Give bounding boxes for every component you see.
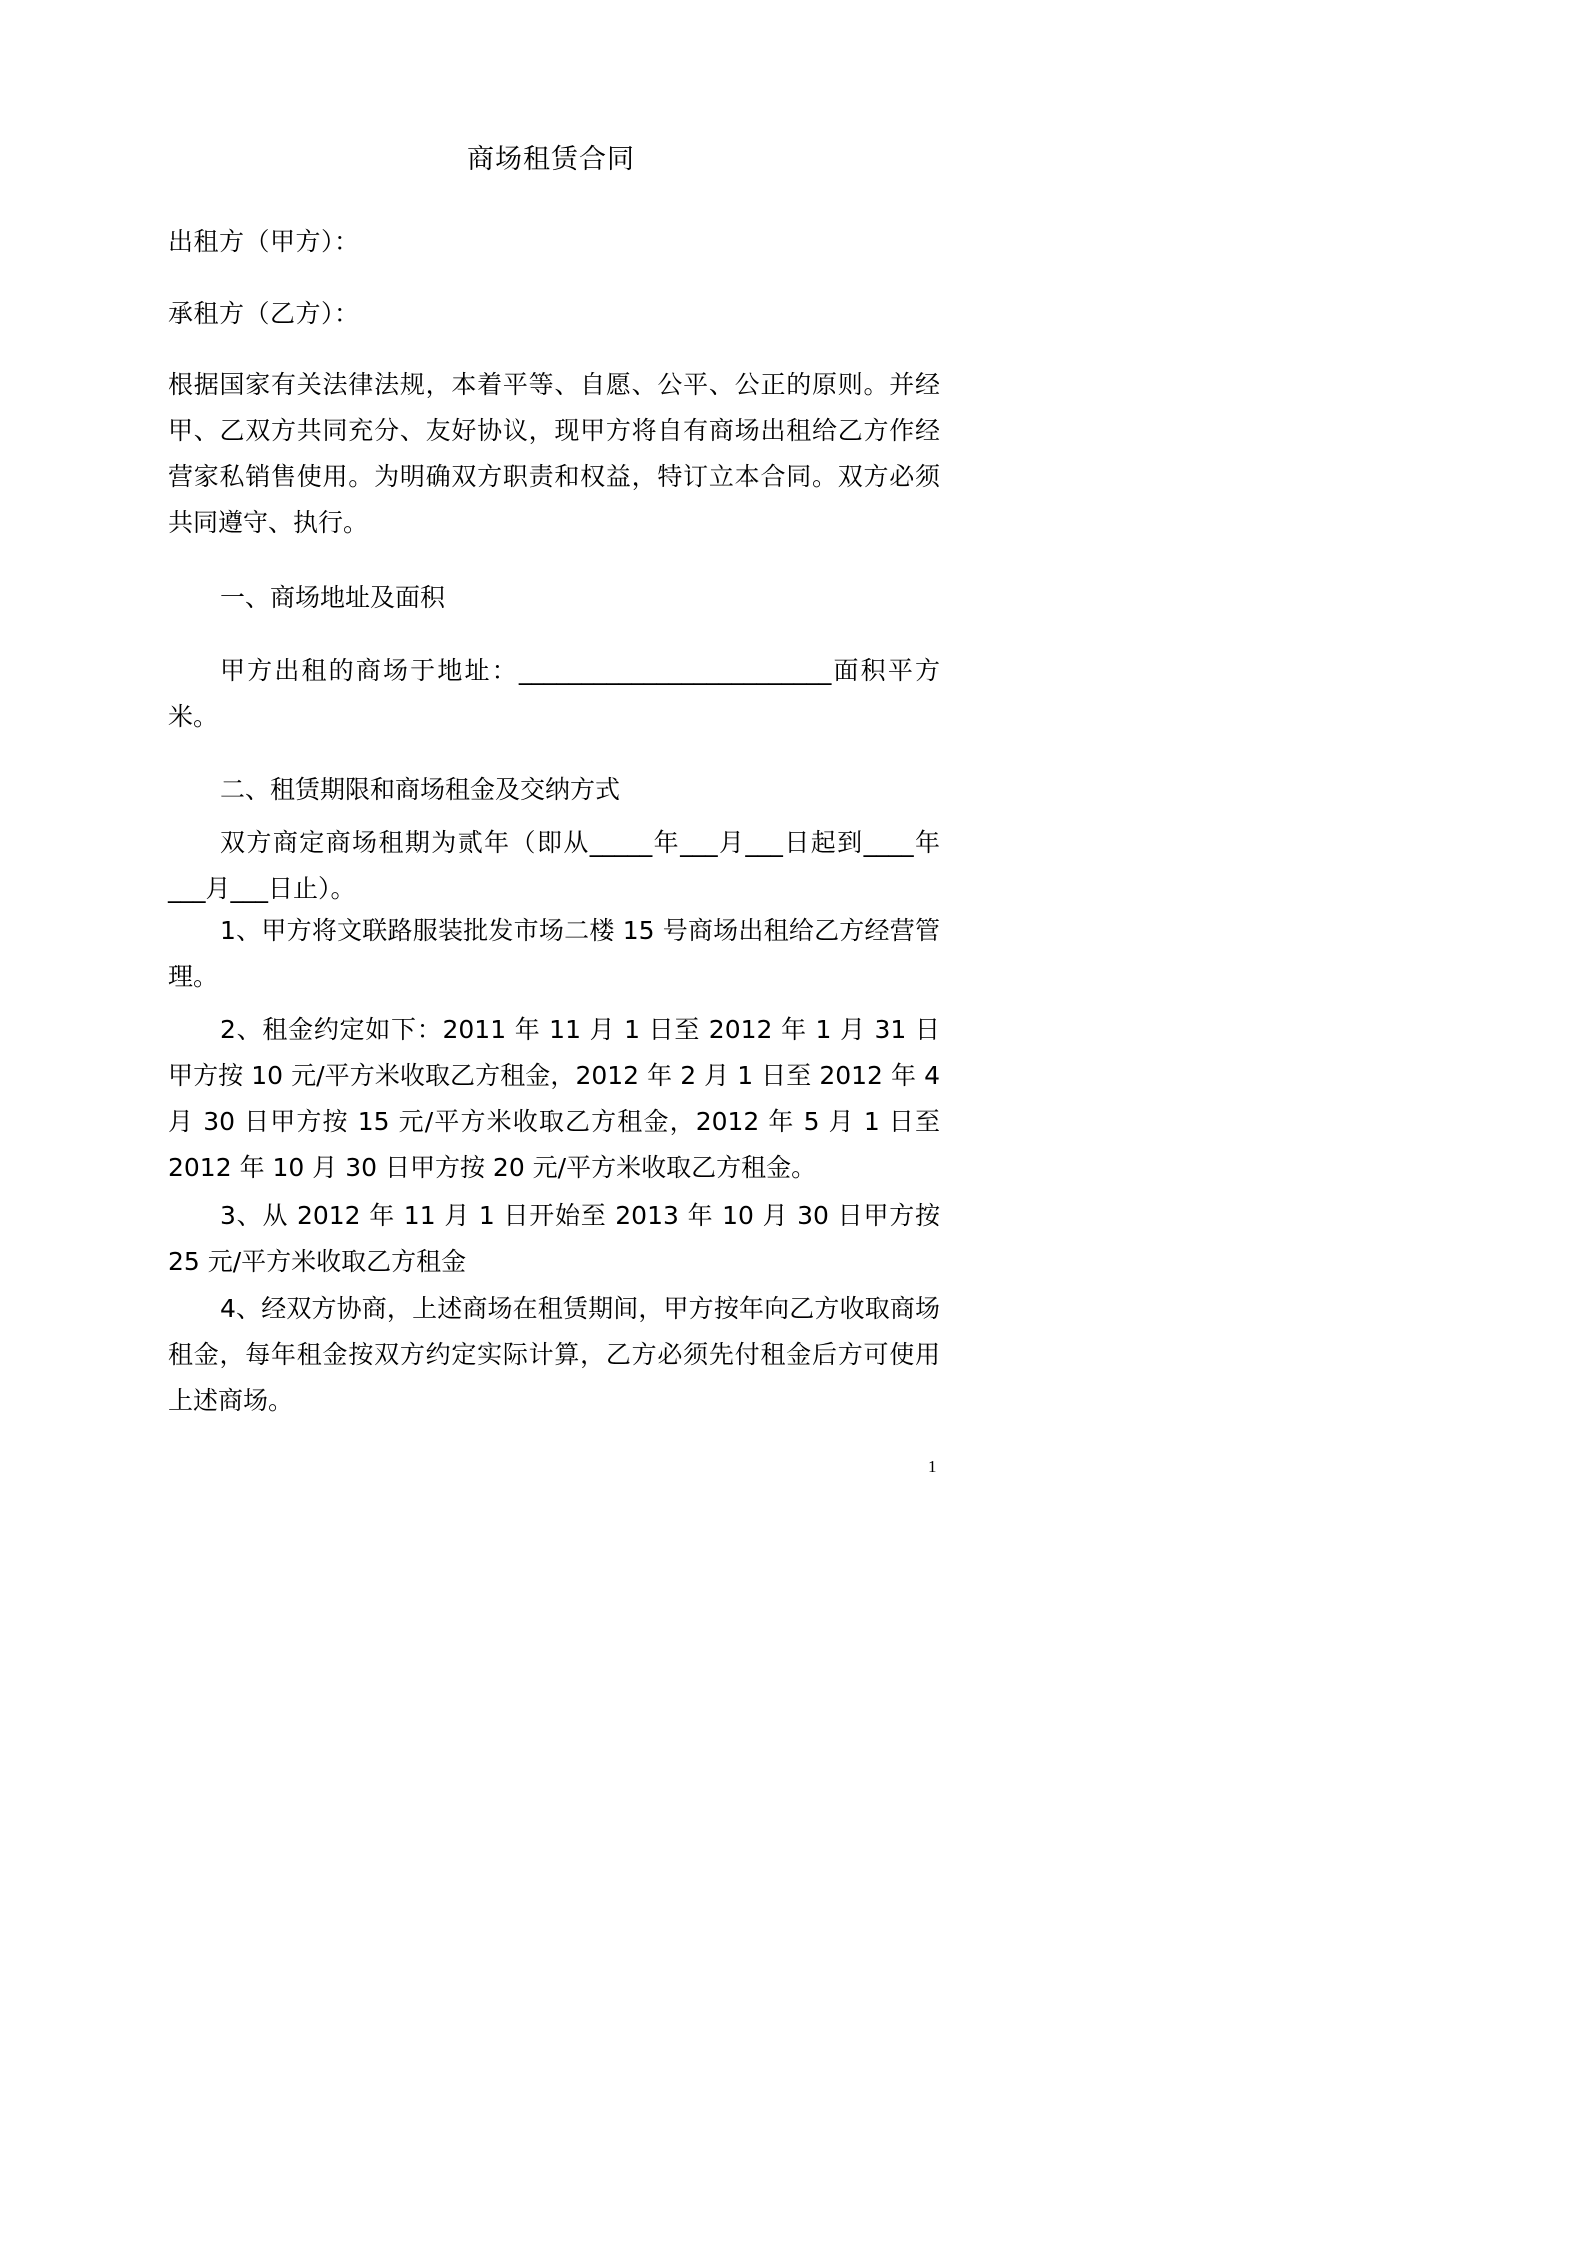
lease-term-paragraph: 双方商定商场租期为贰年（即从_____年___月___日起到____年___月___日止）。 bbox=[168, 828, 940, 903]
clause-4-paragraph: 4、经双方协商，上述商场在租赁期间，甲方按年向乙方收取商场租金，每年租金按双方约定实际计算，乙方必须先付租金后方可使用上述商场。 bbox=[168, 1294, 940, 1415]
lessor-label: 出租方（甲方）： bbox=[168, 227, 360, 256]
address-area-paragraph: 甲方出租的商场于地址：_________________________面积平方米。 bbox=[168, 656, 940, 731]
clause-1-paragraph: 1、甲方将文联路服装批发市场二楼 15 号商场出租给乙方经营管理。 bbox=[168, 916, 940, 991]
section-heading-address: 一、商场地址及面积 bbox=[220, 583, 446, 612]
page-number: 1 bbox=[928, 1457, 937, 1476]
section-heading-term-rent: 二、租赁期限和商场租金及交纳方式 bbox=[220, 775, 621, 804]
document-title: 商场租赁合同 bbox=[467, 144, 635, 175]
document-page bbox=[0, 0, 1102, 1560]
preamble-paragraph: 根据国家有关法律法规，本着平等、自愿、公平、公正的原则。并经甲、乙双方共同充分、友好协议，现甲方将自有商场出租给乙方作经营家私销售使用。为明确双方职责和权益，特订立本合同。双方必须共同遵守、执行。 bbox=[168, 370, 940, 537]
clause-3-paragraph: 3、从 2012 年 11 月 1 日开始至 2013 年 10 月 30 日甲方按 25 元/平方米收取乙方租金 bbox=[168, 1201, 940, 1276]
lessee-label: 承租方（乙方）： bbox=[168, 299, 360, 328]
clause-2-paragraph: 2、租金约定如下：2011 年 11 月 1 日至 2012 年 1 月 31 日甲方按 10 元/平方米收取乙方租金，2012 年 2 月 1 日至 2012 年 4 月 30 日甲方按 15 元/平方米收取乙方租金，2012 年 5 月 1 日至 2012 年 10 月 30 日甲方按 20 元/平方米收取乙方租金。 bbox=[168, 1015, 940, 1182]
